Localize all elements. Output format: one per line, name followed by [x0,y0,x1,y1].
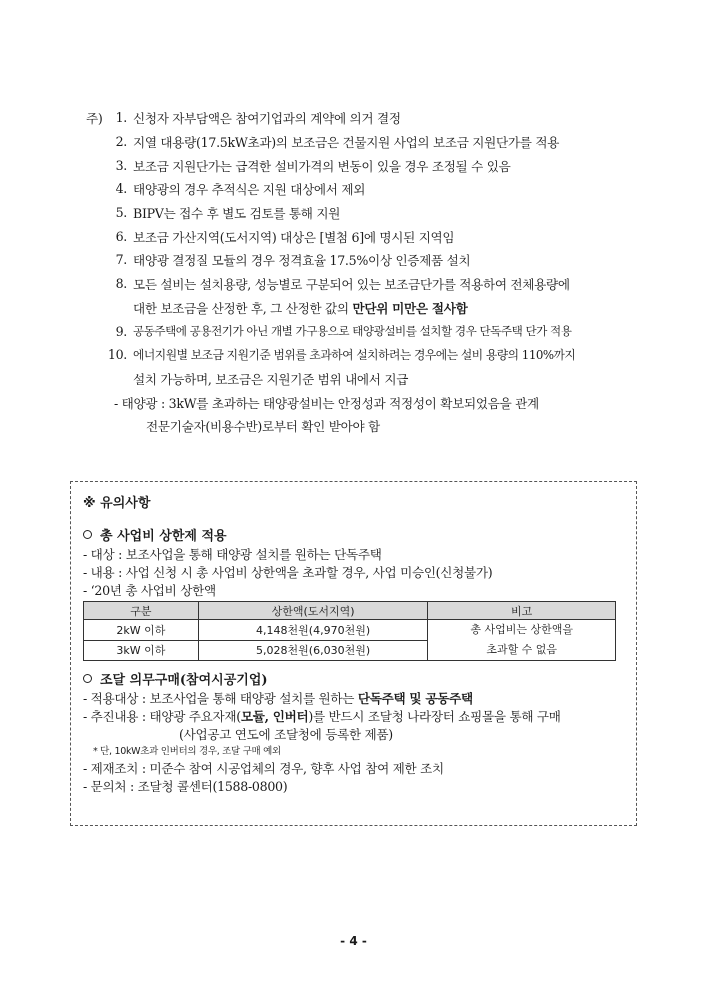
table-cell: 5,028천원(6,030천원) [198,640,428,661]
note-continuation [86,296,656,320]
section-footnote: * 단, 10kW초과 인버터의 경우, 조달 구매 예외 [93,746,281,757]
section-procurement [83,668,561,794]
note-text: 지열 대용량(17.5kW초과)의 보조금은 건물지원 사업의 보조금 지원단가를 적용 [133,135,560,151]
note-item [86,130,656,154]
note-number: 7. [115,252,127,268]
section-line: - 적용대상 : 보조사업을 통해 태양광 설치를 원하는 단독주택 및 공동주택 [83,688,561,706]
note-text: 에너지원별 보조금 지원기준 범위를 초과하여 설치하려는 경우에는 설비 용량의 110%까지 [133,348,576,363]
page-number: - 4 - [340,934,367,948]
note-item [86,153,656,177]
table-remark-cell [428,620,616,661]
notes-prefix: 주) [86,111,103,127]
notice-title: ※ 유의사항 [83,496,151,511]
section-line: - 내용 : 사업 신청 시 총 사업비 상한액을 초과할 경우, 사업 미승인(신청불가) [83,564,493,580]
table-header: 비고 [428,602,616,620]
table-cell: 3kW 이하 [84,640,199,661]
emphasis: 단독주택 및 공동주택 [357,690,473,706]
note-number: 3. [115,157,127,173]
note-text: 대한 보조금을 산정한 후, 그 산정한 값의 [133,300,349,316]
circle-bullet-icon [83,674,92,683]
note-number: 2. [115,134,127,150]
note-number: 6. [115,228,127,244]
note-dash-item [86,390,656,414]
note-item [86,177,656,201]
cap-table [83,601,616,661]
note-text: 전문기술자(비용수반)로부터 확인 받아야 함 [146,419,380,435]
note-text: 신청자 자부담액은 참여기업과의 계약에 의거 결정 [133,111,401,127]
note-continuation [86,367,656,391]
table-header-row [84,602,616,620]
note-continuation [86,414,656,438]
note-item [86,201,656,225]
note-emphasis: 만단위 미만은 절사함 [352,300,468,316]
note-text: 보조금 지원단가는 급격한 설비가격의 변동이 있을 경우 조정될 수 있음 [133,158,511,174]
section-line: - ‘20년 총 사업비 상한액 [83,582,216,598]
emphasis: 모듈, 인버터 [240,708,309,724]
note-text: 모든 설비는 설치용량, 성능별로 구분되어 있는 보조금단가를 적용하여 전체용량에 [133,277,570,293]
note-number: 9. [115,323,127,339]
note-item [86,319,656,343]
note-text: 태양광의 경우 추적식은 지원 대상에서 제외 [133,182,366,198]
table-cell: 4,148천원(4,970천원) [198,620,428,641]
section-line: - 추진내용 : 태양광 주요자재( 모듈, 인버터 )를 반드시 조달청 나라장터 쇼핑몰을 통해 구매 [83,706,561,724]
section-cap [83,524,492,598]
note-item [86,224,656,248]
note-text: BIPV는 접수 후 별도 검토를 통해 지원 [133,206,341,222]
note-text: 설치 가능하며, 보조금은 지원기준 범위 내에서 지급 [133,371,409,387]
note-number: 4. [115,181,127,197]
note-text: - 태양광 : 3kW를 초과하는 태양광설비는 안정성과 적정성이 확보되었음을 관계 [114,395,539,411]
section-heading: 총 사업비 상한제 적용 [100,528,227,544]
note-number: 1. [115,110,127,126]
notice-box [70,481,637,826]
section-line: - 문의처 : 조달청 콜센터(1588-0800) [83,778,288,794]
note-item [86,248,656,272]
note-item [86,106,656,130]
note-text: 태양광 결정질 모듈의 경우 정격효율 17.5%이상 인증제품 설치 [133,253,471,269]
section-line: - 제재조치 : 미준수 참여 시공업체의 경우, 향후 사업 참여 제한 조치 [83,760,444,776]
table-header: 구분 [84,602,199,620]
note-item [86,272,656,296]
note-number: 8. [115,276,127,292]
remark-line: 초과할 수 없음 [486,643,558,656]
table-row [84,620,616,641]
section-line: - 대상 : 보조사업을 통해 태양광 설치를 원하는 단독주택 [83,546,382,562]
table-cell: 2kW 이하 [84,620,199,641]
notes-section [86,106,656,438]
note-text: 보조금 가산지역(도서지역) 대상은 [별첨 6]에 명시된 지역임 [133,229,455,245]
circle-bullet-icon [83,530,92,539]
note-item [86,343,656,367]
note-number: 5. [115,205,127,221]
note-number: 10. [107,347,127,363]
note-text: 공동주택에 공용전기가 아닌 개별 가구용으로 태양광설비를 설치할 경우 단독주택 단가 적용 [133,324,572,339]
section-heading: 조달 의무구매(참여시공기업) [100,672,268,688]
section-line: (사업공고 연도에 조달청에 등록한 제품) [179,726,393,742]
remark-line: 총 사업비는 상한액을 [470,623,573,636]
table-header: 상한액(도서지역) [198,602,428,620]
